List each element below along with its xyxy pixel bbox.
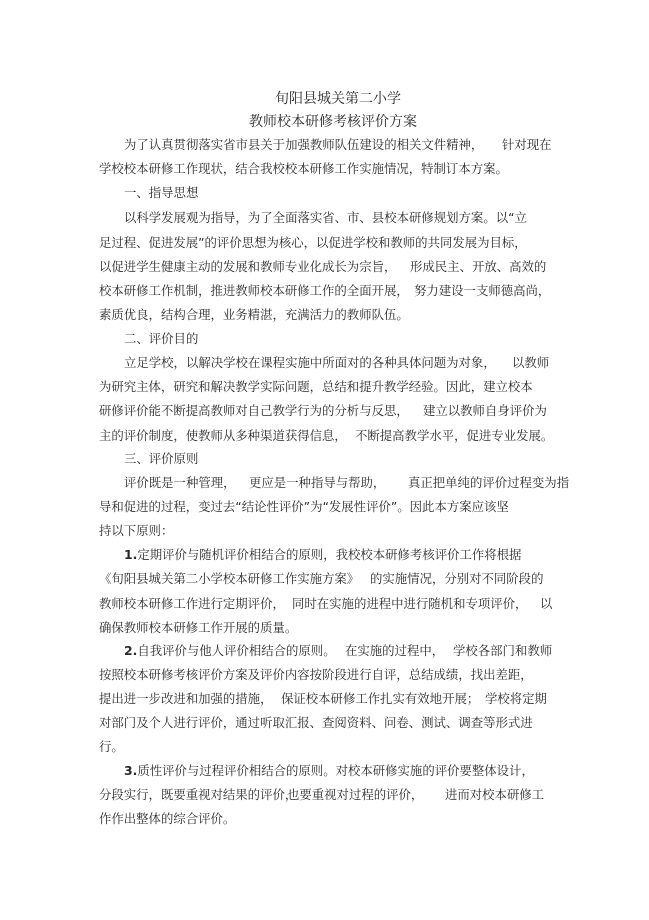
principle-3-line-3: 作作出整体的综合评价。 bbox=[99, 811, 236, 826]
s1-line-3a: 以促进学生健康主动的发展和教师专业化成长为宗旨， bbox=[99, 259, 397, 274]
s3-line-2: 导和促进的过程，变过去“结论性评价”为“发展性评价”。因此本方案应该坚 bbox=[99, 499, 509, 514]
principle-2-line-5: 行。 bbox=[99, 739, 124, 754]
s3-line-1a: 评价既是一种管理， bbox=[124, 475, 236, 490]
document-title-school: 旬阳县城关第二小学 bbox=[275, 91, 401, 107]
s2-line-1b: 以教师 bbox=[512, 355, 550, 370]
s2-line-3a: 研修评价能不断提高教师对自己教学行为的分析与反思， bbox=[99, 403, 409, 418]
intro-line-2: 学校校本研修工作现状，结合我校校本研修工作实施情况，特制订本方案。 bbox=[99, 161, 508, 176]
s1-line-1: 以科学发展观为指导，为了全面落实省、市、县校本研修规划方案。以“立 bbox=[124, 210, 527, 225]
principle-1-line-2b: 的实施情况，分别对不同阶段的 bbox=[370, 571, 544, 586]
principle-3-line-1 bbox=[124, 763, 534, 779]
section-heading-evaluation-purpose: 二、评价目的 bbox=[124, 331, 199, 346]
principle-2-line-3a: 提出进一步改进和加强的措施， bbox=[99, 691, 273, 706]
principle-2-line-2: 按照校本研修考核评价方案及评价内容按阶段进行自评，总结成绩，找出差距， bbox=[99, 667, 533, 682]
principle-3-line-2c: 进而对校本研修工 bbox=[445, 787, 545, 802]
document-title-plan: 教师校本研修考核评价方案 bbox=[249, 114, 417, 130]
principle-3-text: 质性评价与过程评价相结合的原则。对校本研修实施的评价要整体设计， bbox=[137, 763, 534, 778]
principle-3-line-2b: 也要重视对过程的评价， bbox=[287, 787, 424, 802]
principle-1-text: 定期评价与随机评价相结合的原则，我校校本研修考核评价工作将根据 bbox=[137, 547, 522, 562]
principle-1-line-2a: 《旬阳县城关第二小学校本研修工作实施方案》 bbox=[99, 571, 360, 586]
principle-1-line-3c: 以 bbox=[540, 596, 553, 611]
s1-line-3b: 形成民主、开放、高效的 bbox=[410, 259, 547, 274]
s3-line-1c: 真正把单纯的评价过程变为指 bbox=[408, 475, 570, 490]
principle-2-line-1 bbox=[124, 643, 336, 659]
principle-1-number: 1. bbox=[124, 547, 138, 562]
section-heading-guiding-ideology: 一、指导思想 bbox=[124, 185, 199, 200]
intro-line-1a: 为了认真贯彻落实省市县关于加强教师队伍建设的相关文件精神， bbox=[124, 137, 484, 152]
intro-line-1b: 针对现在 bbox=[502, 137, 552, 152]
s1-line-4a: 校本研修工作机制，推进教师校本研修工作的全面开展， bbox=[99, 283, 409, 298]
s2-line-3b: 建立以教师自身评价为 bbox=[423, 403, 547, 418]
principle-2-line-1b: 在实施的过程中， bbox=[345, 643, 445, 658]
principle-1-line-3a: 教师校本研修工作进行定期评价， bbox=[99, 596, 285, 611]
s2-line-4b: 不断提高教学水平，促进专业发展。 bbox=[355, 428, 554, 443]
principle-1-line-3b: 同时在实施的进程中进行随机和专项评价， bbox=[292, 596, 528, 611]
principle-3-number: 3. bbox=[124, 763, 138, 778]
s2-line-4a: 主的评价制度，使教师从多种渠道获得信息， bbox=[99, 428, 347, 443]
principle-1-line-4: 确保教师校本研修工作开展的质量。 bbox=[99, 620, 298, 635]
principle-2-text: 自我评价与他人评价相结合的原则。 bbox=[137, 643, 336, 658]
s3-line-1b: 更应是一种指导与帮助， bbox=[249, 475, 386, 490]
s2-line-2: 为研究主体，研究和解决教学实际问题，总结和提升教学经验。因此，建立校本 bbox=[99, 379, 533, 394]
s1-line-5: 素质优良，结构合理，业务精湛，充满活力的教师队伍。 bbox=[99, 307, 409, 322]
principle-3-line-2a: 分段实行，既要重视对结果的评价， bbox=[99, 787, 298, 802]
principle-2-line-3c: 学校将定期 bbox=[485, 691, 547, 706]
s1-line-2: 足过程、促进发展”的评价思想为核心，以促进学校和教师的共同发展为目标， bbox=[99, 235, 527, 250]
s1-line-4b: 努力建设一支师德高尚， bbox=[414, 283, 551, 298]
principle-1-line-1 bbox=[124, 547, 521, 563]
principle-2-line-3b: 保证校本研修工作扎实有效地开展； bbox=[281, 691, 480, 706]
section-heading-evaluation-principles: 三、评价原则 bbox=[124, 451, 199, 466]
s2-line-1a: 立足学校，以解决学校在课程实施中所面对的各种具体问题为对象， bbox=[124, 355, 496, 370]
principle-2-number: 2. bbox=[124, 643, 138, 658]
principle-2-line-1c: 学校各部门和教师 bbox=[453, 643, 553, 658]
s3-line-3: 持以下原则： bbox=[99, 523, 174, 538]
principle-2-line-4: 对部门及个人进行评价，通过听取汇报、查阅资料、问卷、测试、调查等形式进 bbox=[99, 715, 533, 730]
